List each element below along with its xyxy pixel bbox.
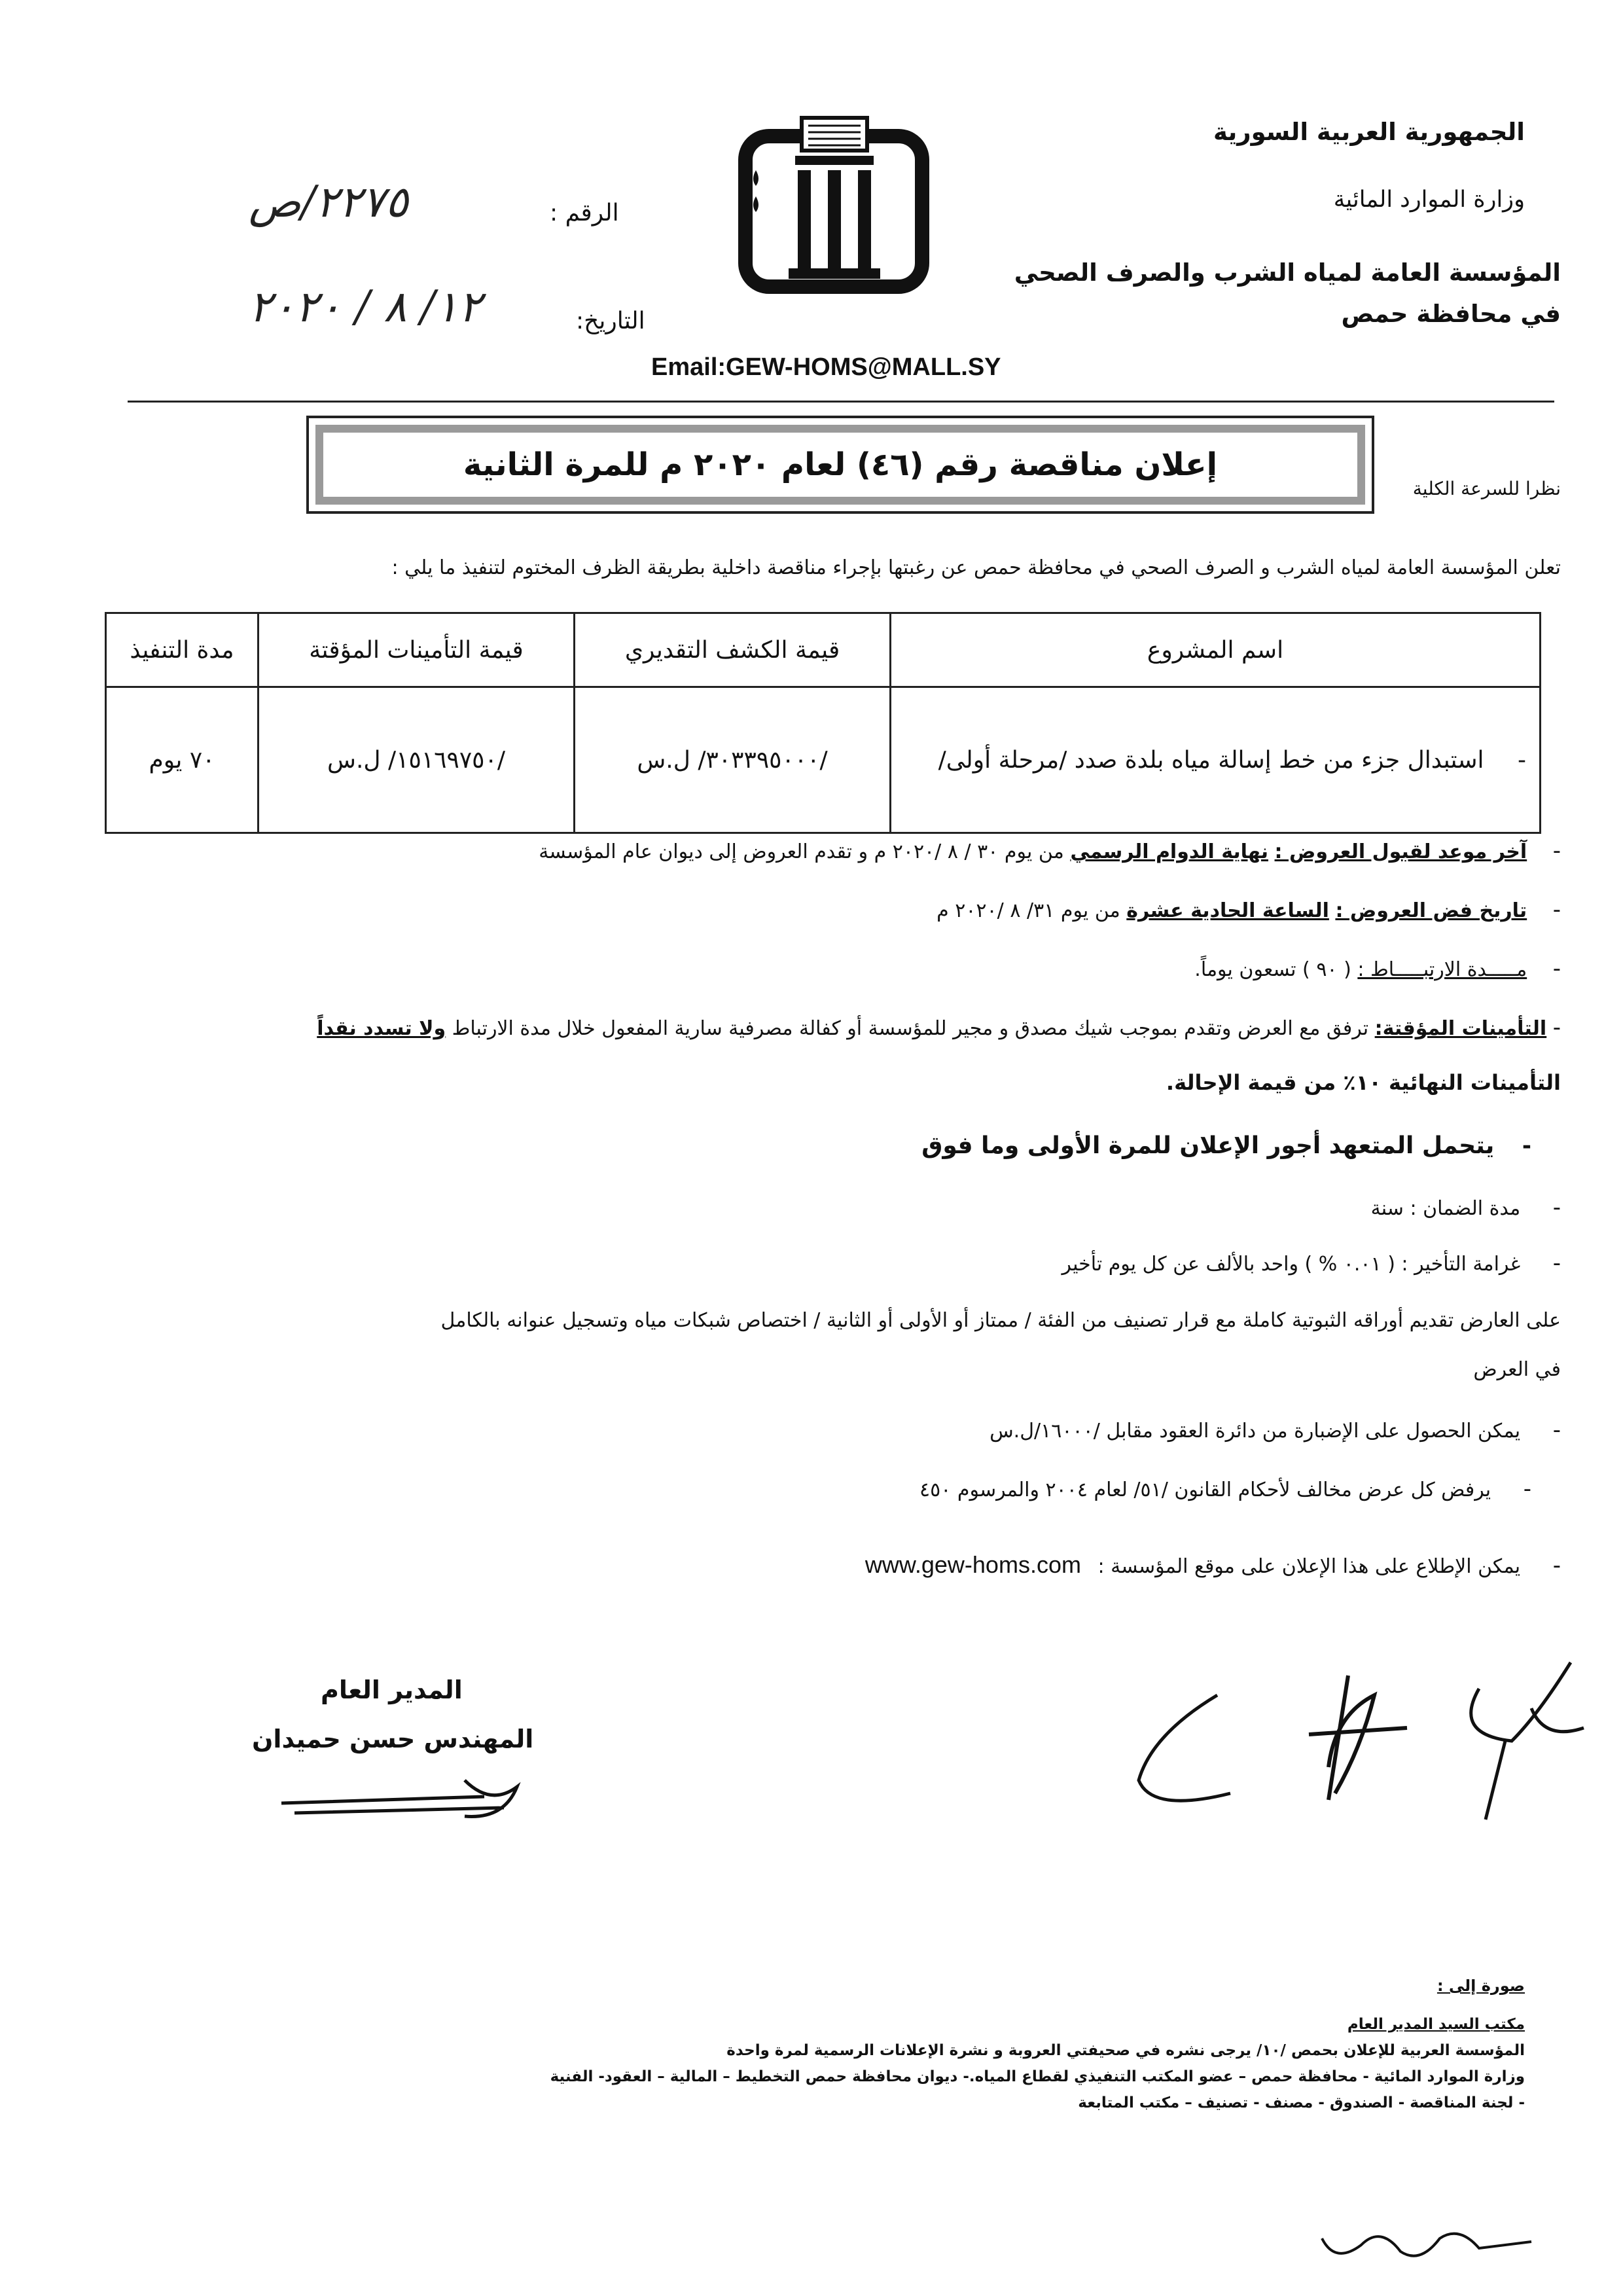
- table-row: [106, 687, 1541, 833]
- booklet-text: يمكن الحصول على الإضبارة من دائرة العقود مقابل /١٦٠٠٠/ل.س: [990, 1420, 1521, 1443]
- initials-scribble: [1309, 2212, 1544, 2271]
- clause-penalty: - غرامة التأخير : ( ٠.٠١ % ) واحد بالألف عن كل يوم تأخير: [1061, 1250, 1561, 1276]
- clause-deadline: - آخر موعد لقبول العروض : نهاية الدوام الرسمي من يوم ٣٠ / ٨ /٢٠٢٠ م و تقدم العروض إلى ديوان عام المؤسسة: [539, 838, 1561, 864]
- clause-ad-costs: - يتحمل المتعهد أجور الإعلان للمرة الأولى وما فوق: [921, 1132, 1531, 1159]
- clause-warranty: - مدة الضمان : سنة: [1370, 1194, 1561, 1221]
- warranty-text: مدة الضمان : سنة: [1370, 1197, 1521, 1220]
- announcement-title: إعلان مناقصة رقم (٤٦) لعام ٢٠٢٠ م للمرة الثانية: [315, 425, 1365, 505]
- clause-final-insurance: التأمينات النهائية ١٠٪ من قيمة الإحالة.: [1166, 1070, 1561, 1095]
- clause-temp-insurance: - التأمينات المؤقتة: ترفق مع العرض وتقدم بموجب شيك مصدق و مجير للمؤسسة أو كفالة مصرفية سارية المفعول خلال مدة الارتباط ولا تسدد نقداً: [317, 1014, 1561, 1041]
- reference-number-handwritten: ٢٢٧٥/ص: [249, 177, 408, 227]
- cell-insurance: /١٥١٦٩٧٥٠/ ل.س: [259, 687, 575, 833]
- date-handwritten: ١٢/ ٨ / ٢٠٢٠: [249, 281, 482, 332]
- committee-signatures: [1113, 1636, 1597, 1833]
- institution-logo: [736, 105, 933, 295]
- director-signature: [268, 1767, 543, 1826]
- header-project-name: اسم المشروع: [891, 613, 1541, 687]
- date-label: التاريخ:: [576, 308, 645, 334]
- cc-heading: صورة إلى :: [1436, 1977, 1525, 1995]
- penalty-text: غرامة التأخير : ( ٠.٠١ % ) واحد بالألف عن كل يوم تأخير: [1061, 1253, 1521, 1276]
- cell-duration: ٧٠ يوم: [106, 687, 259, 833]
- deadline-date: من يوم ٣٠ / ٨ /٢٠٢٠ م و تقدم العروض إلى ديوان عام المؤسسة: [539, 840, 1064, 863]
- clause-bidder-docs: على العارض تقديم أوراقه الثبوتية كاملة مع قرار تصنيف من الفئة / ممتاز أو الأولى أو الثانية / اختصاص شبكات مياه وتسجيل عنوانه بالكامل: [440, 1309, 1561, 1332]
- website-link[interactable]: www.gew-homs.com: [865, 1551, 1081, 1578]
- cell-project-name: [891, 687, 1541, 833]
- website-text: يمكن الإطلاع على هذا الإعلان على موقع المؤسسة :: [1097, 1555, 1521, 1578]
- opening-date: من يوم ٣١/ ٨ /٢٠٢٠ م: [936, 899, 1120, 922]
- institution-name: المؤسسة العامة لمياه الشرب والصرف الصحي: [1014, 259, 1561, 287]
- deadline-label: آخر موعد لقبول العروض :: [1274, 840, 1527, 863]
- binding-label: مـــــدة الارتبـــــاط :: [1357, 958, 1527, 981]
- project-table: [105, 612, 1541, 834]
- clause-booklet: - يمكن الحصول على الإضبارة من دائرة العقود مقابل /١٦٠٠٠/ل.س: [990, 1417, 1561, 1443]
- opening-label: تاريخ فض العروض :: [1335, 899, 1527, 922]
- deadline-time: نهاية الدوام الرسمي: [1070, 840, 1268, 863]
- header-divider: [128, 401, 1554, 403]
- signatory-name: المهندس حسن حميدان: [252, 1725, 534, 1753]
- row-dash: -: [1518, 746, 1526, 774]
- cc-item: وزارة الموارد المائية - محافظة حمص – عضو المكتب التنفيذي لقطاع المياه.- ديوان محافظة حمص التخطيط – المالية – العقود- الفنية: [550, 2068, 1525, 2085]
- ministry-name: وزارة الموارد المائية: [1333, 187, 1525, 213]
- institution-city: في محافظة حمص: [1341, 300, 1561, 328]
- temp-insurance-text: ترفق مع العرض وتقدم بموجب شيك مصدق و مجير للمؤسسة أو كفالة مصرفية سارية المفعول خلال مدة الارتباط: [452, 1017, 1369, 1040]
- title-frame: [306, 416, 1374, 514]
- institution-email: Email:GEW-HOMS@MALL.SY: [651, 353, 1001, 381]
- clause-reject: - يرفض كل عرض مخالف لأحكام القانون /٥١/ لعام ٢٠٠٤ والمرسوم ٤٥٠: [919, 1476, 1531, 1502]
- signatory-title: المدير العام: [321, 1676, 463, 1704]
- cc-item: مكتب السيد المدير العام: [1347, 2016, 1525, 2033]
- clause-opening: - تاريخ فض العروض : الساعة الحادية عشرة من يوم ٣١/ ٨ /٢٠٢٠ م: [936, 897, 1561, 923]
- binding-period: ( ٩٠ ) تسعون يوماً.: [1194, 958, 1351, 981]
- temp-insurance-cash: ولا تسدد نقداً: [317, 1017, 446, 1040]
- reference-label: الرقم :: [550, 200, 619, 226]
- country-name: الجمهورية العربية السورية: [1213, 118, 1525, 146]
- reject-text: يرفض كل عرض مخالف لأحكام القانون /٥١/ لعام ٢٠٠٤ والمرسوم ٤٥٠: [919, 1479, 1491, 1501]
- cc-item: المؤسسة العربية للإعلان بحمص /١٠/ يرجى نشره في صحيفتي العروبة و نشرة الإعلانات الرسمية لمرة واحدة: [726, 2042, 1525, 2059]
- header-insurance: قيمة التأمينات المؤقتة: [259, 613, 575, 687]
- header-estimate: قيمة الكشف التقديري: [575, 613, 891, 687]
- clause-website: - يمكن الإطلاع على هذا الإعلان على موقع المؤسسة : www.gew-homs.com: [865, 1551, 1561, 1579]
- cc-item: - لجنة المناقصة - الصندوق - مصنف - تصنيف – مكتب المتابعة: [1078, 2094, 1525, 2111]
- header-duration: مدة التنفيذ: [106, 613, 259, 687]
- intro-paragraph: تعلن المؤسسة العامة لمياه الشرب و الصرف الصحي في محافظة حمص عن رغبتها بإجراء مناقصة داخلية بطريقة الظرف المختوم لتنفيذ ما يلي :: [391, 556, 1561, 579]
- ad-costs-text: يتحمل المتعهد أجور الإعلان للمرة الأولى وما فوق: [921, 1132, 1495, 1159]
- cell-estimate: /٣٠٣٣٩٥٠٠٠/ ل.س: [575, 687, 891, 833]
- clause-bidder-docs-cont: في العرض: [1473, 1358, 1561, 1381]
- clause-binding: - مـــــدة الارتبـــــاط : ( ٩٠ ) تسعون يوماً.: [1194, 956, 1561, 982]
- project-name: استبدال جزء من خط إسالة مياه بلدة صدد /مرحلة أولى/: [938, 746, 1484, 774]
- table-header-row: [106, 613, 1541, 687]
- opening-time: الساعة الحادية عشرة: [1126, 899, 1329, 922]
- temp-insurance-label: التأمينات المؤقتة:: [1374, 1017, 1547, 1040]
- urgency-note: نظرا للسرعة الكلية: [1412, 478, 1561, 499]
